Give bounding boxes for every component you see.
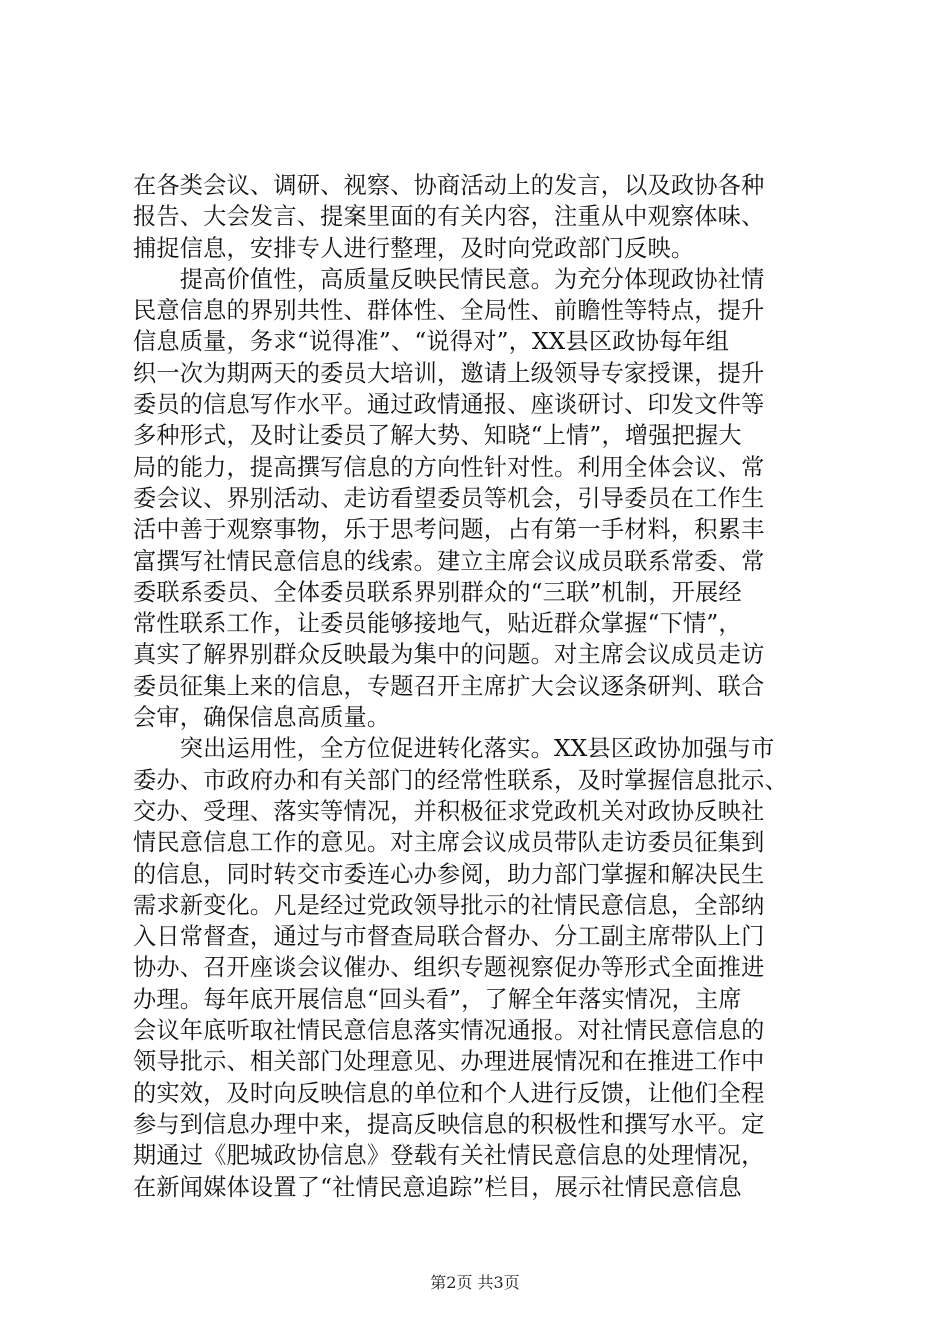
text-line: 需求新变化。凡是经过党政领导批示的社情民意信息，全部纳 xyxy=(133,891,765,919)
text-line: 突出运用性，全方位促进转化落实。XX县区政协加强与市 xyxy=(133,735,775,763)
text-line: 的信息，同时转交市委连心办参阅，助力部门掌握和解决民生 xyxy=(133,860,765,888)
text-line: 委员征集上来的信息，专题召开主席扩大会议逐条研判、联合 xyxy=(133,672,765,700)
text-line: 委联系委员、全体委员联系界别群众的“三联”机制，开展经 xyxy=(133,578,742,606)
text-line: 入日常督查，通过与市督查局联合督办、分工副主席带队上门 xyxy=(133,923,765,951)
text-line: 会审，确保信息高质量。 xyxy=(133,704,391,732)
page-footer: 第2页 共3页 xyxy=(430,1273,520,1292)
text-line: 局的能力，提高撰写信息的方向性针对性。利用全体会议、常 xyxy=(133,453,765,481)
body-text xyxy=(133,170,833,1203)
text-line: 民意信息的界别共性、群体性、全局性、前瞻性等特点，提升 xyxy=(133,297,765,325)
text-line: 真实了解界别群众反映最为集中的问题。对主席会议成员走访 xyxy=(133,641,765,669)
text-line: 富撰写社情民意信息的线索。建立主席会议成员联系常委、常 xyxy=(133,547,765,575)
text-line: 委员的信息写作水平。通过政情通报、座谈研讨、印发文件等 xyxy=(133,391,765,419)
text-line: 委办、市政府办和有关部门的经常性联系，及时掌握信息批示、 xyxy=(133,766,788,794)
text-line: 在新闻媒体设置了“社情民意追踪”栏目，展示社情民意信息 xyxy=(133,1173,742,1201)
text-line: 报告、大会发言、提案里面的有关内容，注重从中观察体味、 xyxy=(133,203,765,231)
text-line: 活中善于观察事物，乐于思考问题，占有第一手材料，积累丰 xyxy=(133,516,765,544)
text-line: 常性联系工作，让委员能够接地气，贴近群众掌握“下情”， xyxy=(133,610,742,638)
text-line: 在各类会议、调研、视察、协商活动上的发言，以及政协各种 xyxy=(133,172,765,199)
text-line: 织一次为期两天的委员大培训，邀请上级领导专家授课，提升 xyxy=(133,359,765,387)
text-line: 提高价值性，高质量反映民情民意。为充分体现政协社情 xyxy=(133,265,765,293)
text-line: 捕捉信息，安排专人进行整理，及时向党政部门反映。 xyxy=(133,234,695,262)
text-line: 多种形式，及时让委员了解大势、知晓“上情”，增强把握大 xyxy=(133,422,742,450)
text-line: 情民意信息工作的意见。对主席会议成员带队走访委员征集到 xyxy=(133,829,765,857)
text-line: 办理。每年底开展信息“回头看”，了解全年落实情况，主席 xyxy=(133,985,742,1013)
text-line: 委会议、界别活动、走访看望委员等机会，引导委员在工作生 xyxy=(133,484,765,512)
text-line: 期通过《肥城政协信息》登载有关社情民意信息的处理情况， xyxy=(133,1142,765,1170)
text-line: 交办、受理、落实等情况，并积极征求党政机关对政协反映社 xyxy=(133,797,765,825)
text-line: 的实效，及时向反映信息的单位和个人进行反馈，让他们全程 xyxy=(133,1079,765,1107)
text-line: 参与到信息办理中来，提高反映信息的积极性和撰写水平。定 xyxy=(133,1110,765,1138)
text-line: 会议年底听取社情民意信息落实情况通报。对社情民意信息的 xyxy=(133,1017,765,1045)
text-line: 信息质量，务求“说得准”、“说得对”，XX县区政协每年组 xyxy=(133,328,730,356)
text-line: 领导批示、相关部门处理意见、办理进展情况和在推进工作中 xyxy=(133,1048,765,1076)
text-line: 协办、召开座谈会议催办、组织专题视察促办等形式全面推进 xyxy=(133,954,765,982)
